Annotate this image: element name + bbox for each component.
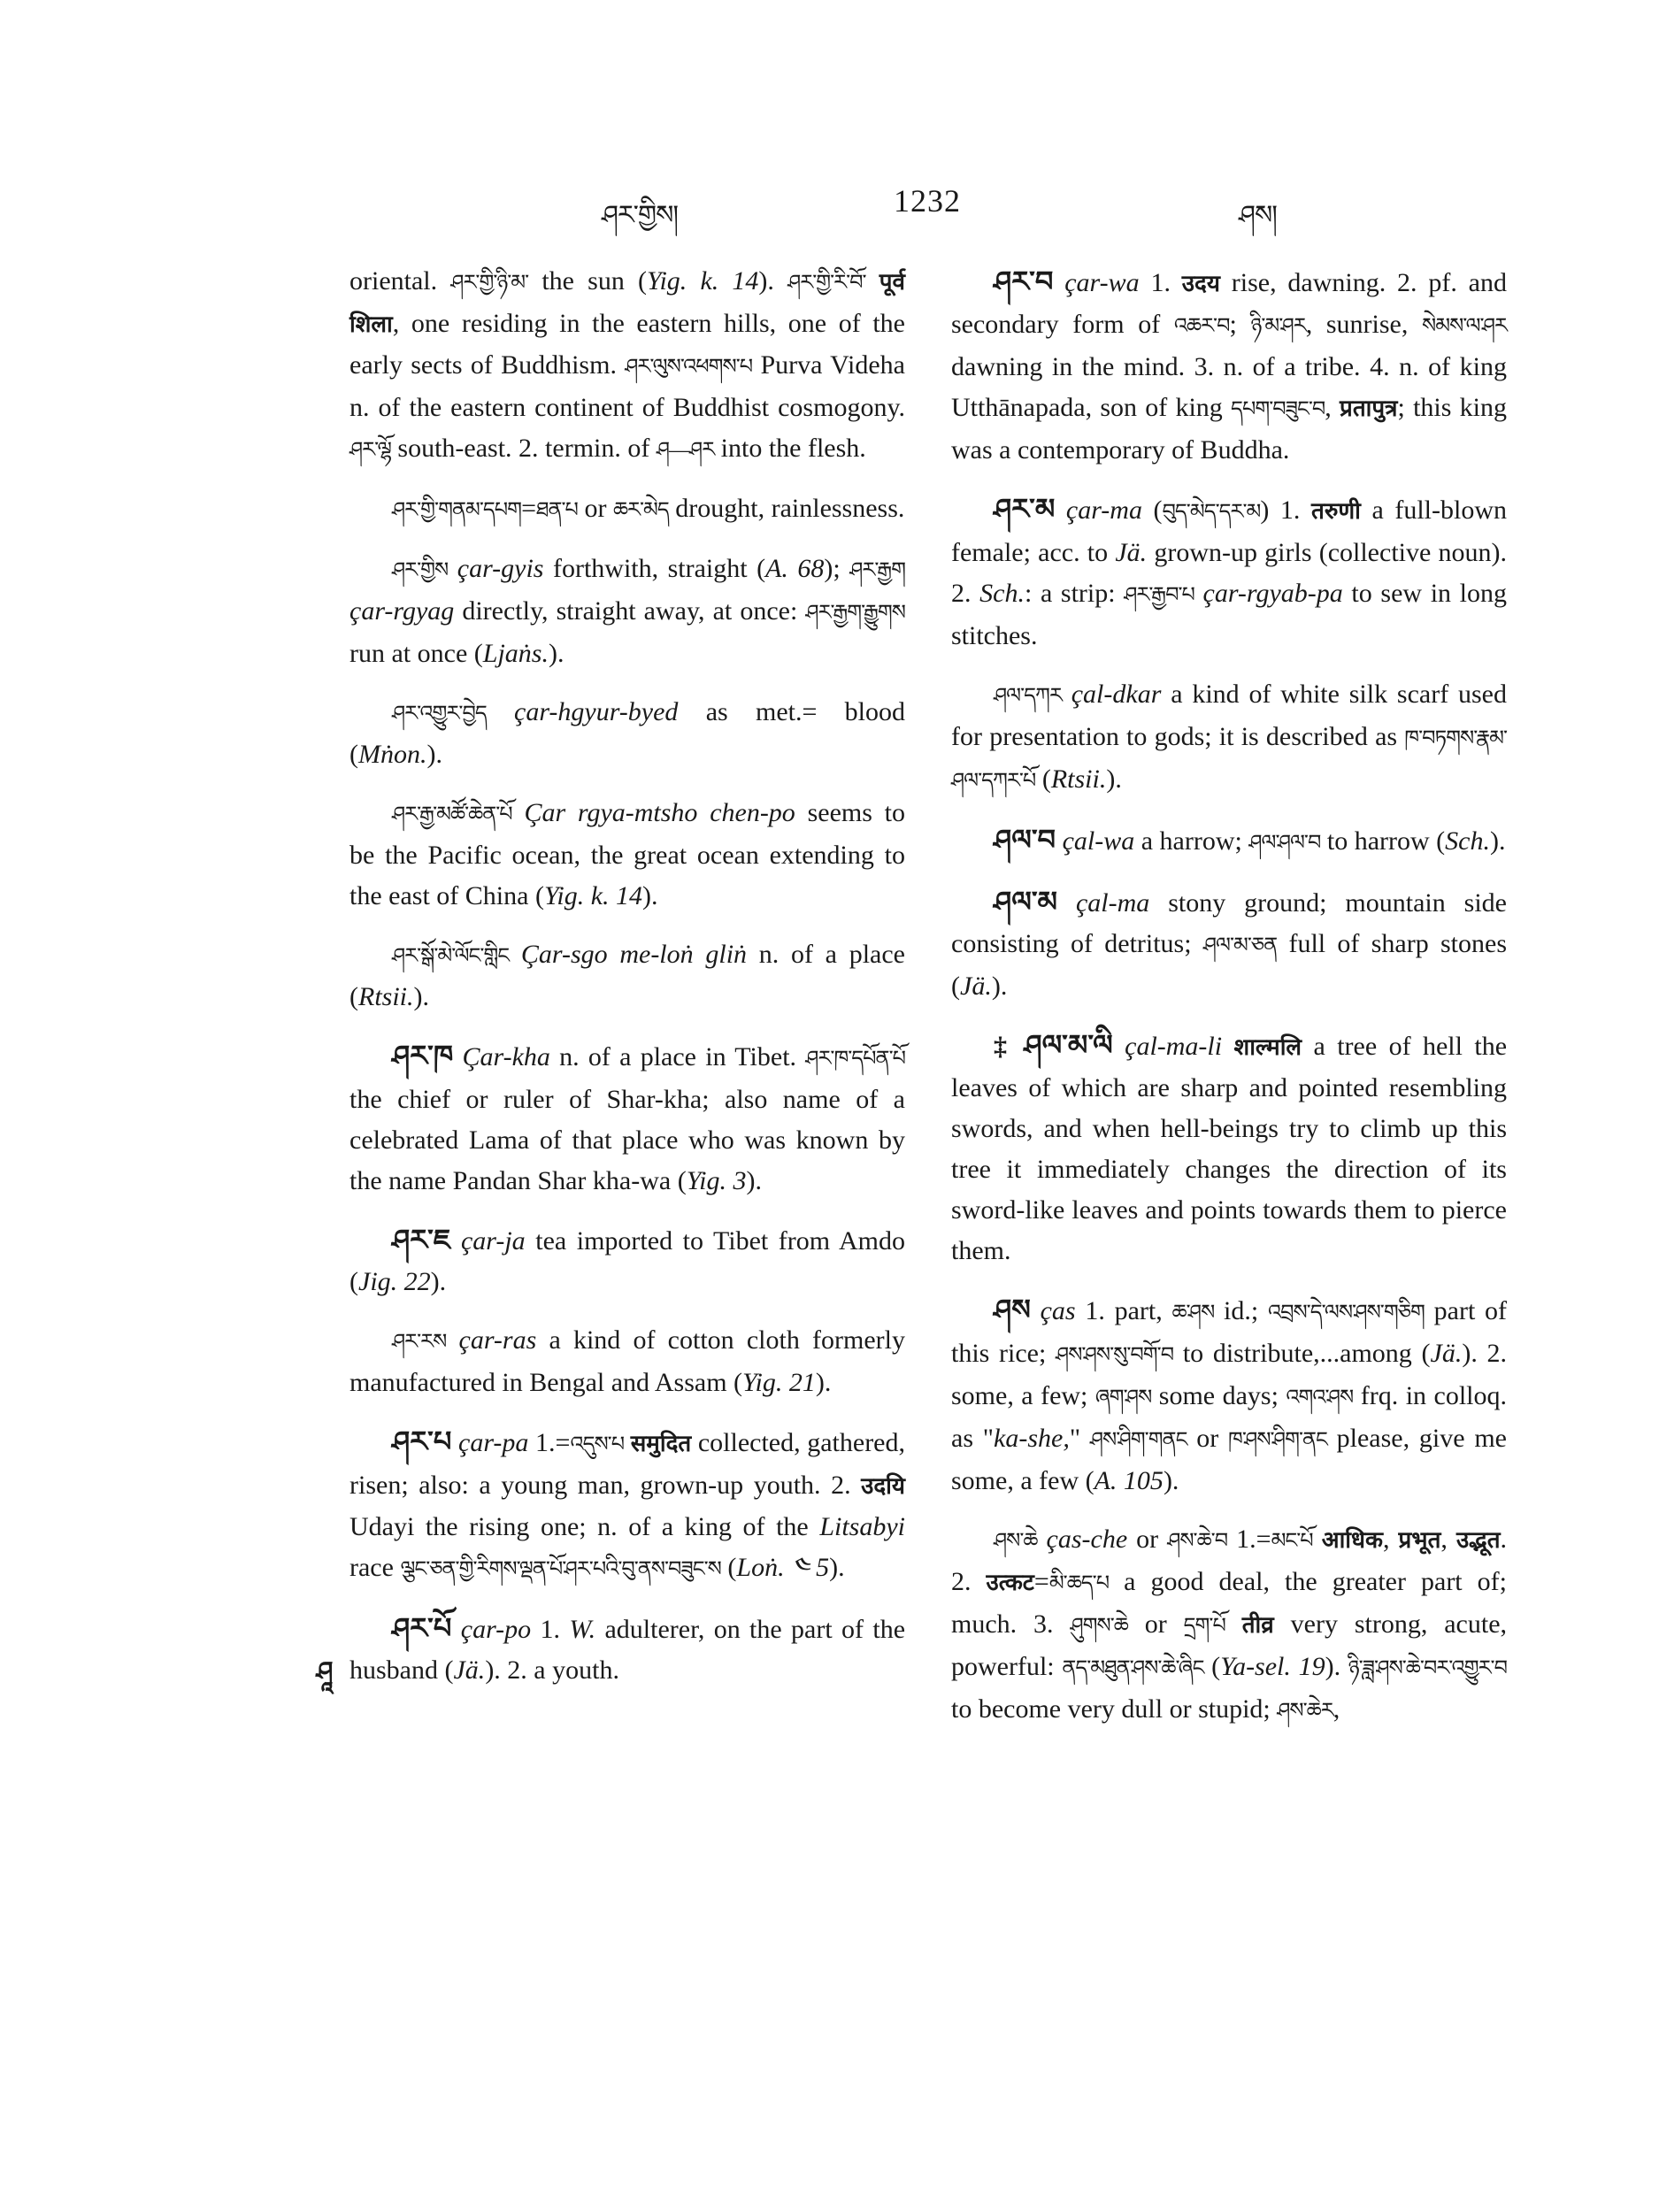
definition-text: to become very dull or stupid; (951, 1694, 1278, 1724)
italic-term: çar-wa (1064, 268, 1140, 297)
definition-text (487, 697, 514, 726)
italic-term: Rtsii. (358, 982, 414, 1011)
tibetan-term: ཤ—ཤར (656, 439, 715, 462)
sanskrit-term: प्रभूत (1398, 1527, 1441, 1553)
entry-text (349, 1608, 905, 1691)
definition-text (448, 554, 457, 583)
definition-text (1313, 1525, 1322, 1554)
definition-text: south-east. 2. termin. of (390, 434, 657, 463)
sanskrit-term: समुदित (630, 1431, 692, 1456)
definition-text: , (1325, 393, 1340, 422)
dictionary-entry (951, 1025, 1507, 1271)
italic-term: ka-she, (994, 1424, 1070, 1453)
tibetan-term: ཐན་པ (536, 499, 578, 522)
definition-text: ; (1229, 310, 1251, 339)
definition-text: 1.= (528, 1428, 571, 1457)
definition-text: race (349, 1553, 401, 1582)
definition-text: 1. part, (1075, 1296, 1172, 1325)
tibetan-term: ཉི་མ་ཤར (1250, 315, 1306, 338)
definition-text: or (1127, 1525, 1168, 1554)
definition-text: , (1440, 1525, 1456, 1554)
italic-term: Jä. (960, 972, 992, 1001)
dictionary-entry (349, 1421, 905, 1590)
definition-text: collected, gathered, risen; also: a young man, grown-up youth. 2. (349, 1428, 906, 1500)
definition-text: directly, straight away, at once: (454, 596, 806, 626)
sanskrit-term: उत्कट (986, 1570, 1034, 1595)
sanskrit-term: आधिक (1321, 1527, 1383, 1553)
tibetan-term: ཤར་རྒྱག་རྒྱུགས (805, 602, 905, 625)
definition-text: a harrow; (1134, 826, 1249, 856)
definition-text: ). (430, 1267, 447, 1296)
definition-text: or (577, 494, 613, 523)
italic-term: Litsabyi (819, 1512, 905, 1541)
definition-text (1194, 579, 1203, 608)
definition-text: a full-blown female; acc. to (951, 495, 1507, 567)
italic-term: Çar-kha (462, 1042, 550, 1071)
definition-text: to sew in long stitches. (951, 579, 1507, 650)
tibetan-term: ཆར་མེད (612, 499, 669, 522)
dictionary-entry (349, 692, 905, 775)
definition-text (451, 1428, 458, 1457)
italic-term: ças-che (1046, 1525, 1128, 1554)
entry-text (349, 1035, 905, 1202)
definition-text: Purva Videha n. of the eastern continent of Buddhist cosmogony. (349, 350, 906, 422)
definition-text (1012, 1032, 1024, 1061)
entry-text (951, 1025, 1507, 1271)
italic-term: A. 68 (765, 554, 825, 583)
italic-term: Ljaṅs. (482, 639, 549, 668)
tibetan-term: ཤར་རྒྱག (849, 559, 906, 582)
definition-text: Udayi the rising one; n. of a king of the (349, 1512, 820, 1541)
tibetan-term: འཆར་བ (1173, 315, 1230, 338)
italic-term: Jig. 22 (358, 1267, 431, 1296)
definition-text (1222, 1032, 1233, 1061)
tibetan-term: ནད་མཐུན་ཤས་ཆེ་ཞིང (1062, 1657, 1204, 1680)
tibetan-term: ཤས་ཤས་སུ་བགོ་བ (1056, 1344, 1174, 1367)
tibetan-term: འབྲས་དེ་ལས་ཤས་གཅིག (1267, 1302, 1425, 1325)
italic-term: ças (1040, 1296, 1076, 1325)
definition-text (1062, 680, 1071, 709)
definition-text: very strong, acute, powerful: (951, 1609, 1508, 1681)
header-right-headword: ཤས། (1239, 201, 1277, 230)
tibetan-term: ཤས (994, 1294, 1031, 1325)
entry-text (349, 1421, 905, 1590)
definition-text (866, 266, 879, 296)
page-header (336, 177, 1469, 230)
definition-text (1031, 1296, 1041, 1325)
dictionary-entry (951, 261, 1507, 471)
sanskrit-term: शाल्मलि (1233, 1034, 1302, 1060)
definition-text: , (1382, 1525, 1399, 1554)
definition-text: , one residing in the eastern hills, one of the early sects of Buddhism. (349, 309, 905, 380)
definition-text (512, 798, 525, 827)
italic-term: Yig. k. 14 (543, 881, 643, 910)
dictionary-entry (951, 1519, 1507, 1732)
definition-text: id.; (1214, 1296, 1268, 1325)
sanskrit-term: उदयि (861, 1473, 905, 1499)
italic-term: Sch. (1445, 826, 1490, 856)
definition-text (1056, 826, 1063, 856)
definition-text (453, 1042, 462, 1071)
definition-text: rise, dawning. 2. pf. and secondary form of (951, 268, 1507, 339)
definition-text: or (1127, 1609, 1184, 1639)
tibetan-term: ཤར་གྱི་གནམ་དཔག (392, 499, 522, 522)
definition-text: ). 2. a youth. (485, 1655, 619, 1685)
italic-term: çar-hgyur-byed (514, 697, 679, 726)
definition-text: ). (1325, 1652, 1348, 1681)
page-number: 1232 (894, 183, 961, 219)
left-column (349, 261, 905, 1709)
tibetan-term: དཔག་བཟུང་བ (1231, 398, 1325, 421)
entry-text (951, 674, 1507, 802)
italic-term: çar-rgyag (349, 596, 455, 626)
tibetan-term: ཤས་ཤིག་གནང (1089, 1429, 1187, 1452)
tibetan-term: ཤར་ལྷོ (349, 439, 391, 462)
tibetan-term: ཤར་གྱི་ཉི་མ་ (450, 272, 529, 295)
tibetan-term: ཤལ་བ (994, 824, 1056, 856)
definition-text: frq. in colloq. as " (951, 1381, 1507, 1453)
tibetan-term: ཤར་རས (392, 1331, 447, 1354)
definition-text (624, 1428, 631, 1457)
italic-term: Yig. 21 (742, 1368, 816, 1397)
tibetan-term: ཤལ་མ་ཅན (1202, 934, 1278, 957)
entry-text (349, 692, 905, 775)
dictionary-entry (951, 1289, 1507, 1502)
sanskrit-term: प्रतापुत्र (1340, 396, 1398, 421)
italic-term: Yig. k. 14 (646, 266, 759, 296)
dictionary-entry (951, 674, 1507, 802)
sanskrit-term: उद्भूत (1455, 1527, 1501, 1553)
definition-text: ). (1163, 1466, 1179, 1495)
entry-text (349, 549, 905, 674)
tibetan-term: སེམས་ལ་ཤར (1422, 315, 1508, 338)
italic-term: çal-ma (1075, 888, 1150, 918)
tibetan-term: ཤལ་ཤལ་བ (1248, 832, 1321, 855)
italic-term: Çar-sgo me-loṅ gliṅ (520, 940, 748, 969)
tibetan-term: ཤར་རྒྱ་མཚོ་ཆེན་པོ (392, 803, 512, 826)
entry-text (349, 934, 905, 1018)
sanskrit-term: तीव्र (1241, 1612, 1274, 1638)
definition-text: a kind of white silk scarf used for presentation to gods; it is described as (951, 680, 1508, 751)
definition-text: a kind of cotton cloth formerly manufactured in Bengal and Assam ( (349, 1325, 905, 1397)
italic-term: Ya-sel. 19 (1220, 1652, 1325, 1681)
definition-text: 1. (1139, 268, 1182, 297)
definition-text: ). (815, 1368, 832, 1397)
italic-term: çar-pa (458, 1428, 529, 1457)
italic-term: Jä. (1115, 538, 1148, 567)
definition-text: tea imported to Tibet from Amdo ( (349, 1226, 905, 1296)
tibetan-term: བུད་མེད་དར་མ (1162, 501, 1261, 524)
definition-text: ); (824, 554, 850, 583)
definition-text: grown-up girls (collective noun). 2. (951, 538, 1507, 608)
tibetan-term: ཁ་ཤས་ཤིག་ནང (1228, 1429, 1327, 1452)
definition-text: ). (1106, 764, 1122, 794)
tibetan-term: འགའ་ཤས (1286, 1386, 1354, 1409)
entry-text (951, 488, 1507, 657)
dictionary-entry (349, 1219, 905, 1302)
definition-text: ). (758, 266, 788, 296)
tibetan-term: ཤས་ཆེ་བ (1167, 1530, 1228, 1553)
italic-term: çar-gyis (457, 554, 544, 583)
definition-text: ( (720, 1553, 737, 1582)
definition-text: ). (426, 740, 442, 769)
dictionary-entry (349, 549, 905, 674)
definition-text: = (1033, 1567, 1049, 1596)
definition-text: a tree of hell the leaves of which are sharp and pointed resembling swords, and when hell-beings try to climb up this tree it immediately changes the direction of its sword-like leaves and points towards them to pierce them. (951, 1032, 1508, 1265)
definition-text (1038, 1525, 1047, 1554)
entry-text (349, 488, 905, 531)
definition-text: ). (548, 639, 565, 668)
definition-text: ; this king was a contemporary of Buddha. (951, 393, 1508, 465)
dictionary-entry (349, 934, 905, 1018)
tibetan-term: ཤར་ལུས་འཕགས་པ (625, 356, 753, 379)
tibetan-term: ཤར་གྱིས (392, 559, 449, 582)
italic-term: Mṅon. (358, 740, 427, 769)
italic-term: çal-ma-li (1125, 1032, 1223, 1061)
italic-term: Çar rgya-mtsho chen-po (524, 798, 795, 827)
definition-text: ). (991, 972, 1008, 1001)
dictionary-entry (349, 793, 905, 917)
definition-text: ). (746, 1166, 762, 1195)
margin-symbol: ཤཱ (316, 1657, 334, 1686)
definition-text: some days; (1151, 1381, 1286, 1410)
sanskrit-term: तरुणी (1311, 498, 1361, 524)
definition-text: the sun ( (528, 266, 647, 296)
tibetan-term: ཤལ་མ་ལི (1024, 1029, 1113, 1061)
definition-text: 1.= (1227, 1525, 1271, 1554)
italic-term: çar-ras (458, 1325, 537, 1355)
tibetan-term: དྲག་པོ (1183, 1615, 1225, 1638)
dictionary-entry (951, 881, 1507, 1007)
definition-text: ). 2. some, a few; (951, 1339, 1508, 1410)
definition-text: as met.= blood ( (349, 697, 906, 769)
entry-text (349, 793, 905, 917)
definition-text: = (521, 494, 536, 523)
definition-text: full of sharp stones ( (951, 929, 1507, 1001)
tibetan-term: ཤར་རྒྱབ་པ (1124, 584, 1194, 607)
definition-text: ) 1. (1260, 495, 1311, 525)
dictionary-entry (951, 488, 1507, 657)
entry-text (951, 1289, 1507, 1502)
italic-term: çal-wa (1062, 826, 1135, 856)
definition-text: n. of a place ( (349, 940, 905, 1011)
definition-text: the chief or ruler of Shar-kha; also name of a celebrated Lama of that place who was known by the name Pandan Shar kha-wa ( (349, 1085, 905, 1195)
tibetan-term: ཤར་ཁ (392, 1040, 454, 1071)
definition-text: ( (1141, 495, 1163, 525)
italic-term: Jä. (453, 1655, 486, 1685)
sanskrit-term: पूर्व शिला (349, 269, 905, 337)
dagger-mark: ‡ (994, 1032, 1012, 1061)
definition-text: forthwith, straight ( (543, 554, 766, 583)
definition-text: run at once ( (349, 639, 483, 668)
definition-text: , (1333, 1694, 1340, 1724)
italic-term: çar-ma (1065, 495, 1142, 525)
italic-term: Sch. (979, 579, 1025, 608)
definition-text: : a strip: (1024, 579, 1125, 608)
definition-text (1057, 888, 1076, 918)
definition-text: , sunrise, (1305, 310, 1423, 339)
definition-text: ). (642, 881, 658, 910)
definition-text: stony ground; mountain side consisting of detritus; (951, 888, 1507, 958)
entry-text (951, 819, 1507, 864)
tibetan-term: ཤལ་དཀར (994, 685, 1062, 708)
definition-text: or (1187, 1424, 1229, 1453)
entry-text (951, 1519, 1507, 1732)
dictionary-entry (349, 1035, 905, 1202)
header-left-headword: ཤར་གྱིས། (602, 201, 678, 230)
tibetan-term: ཤར་བ (994, 265, 1054, 297)
definition-text: to distribute,...among ( (1173, 1339, 1431, 1368)
tibetan-term: ཤལ་མ (994, 886, 1058, 918)
tibetan-term: ཆ་ཤས (1171, 1302, 1215, 1325)
definition-text: ). (1489, 826, 1506, 856)
italic-term: Yig. 3 (686, 1166, 747, 1195)
definition-text: ). (829, 1553, 845, 1582)
definition-text: part of this rice; (951, 1296, 1508, 1368)
italic-term: çal-dkar (1071, 680, 1162, 709)
entry-text (349, 1219, 905, 1302)
definition-text: please, give me some, a few ( (951, 1424, 1507, 1495)
definition-text: seems to be the Pacific ocean, the great ocean extending to the east of China ( (349, 798, 905, 910)
tibetan-term: ཤར་པ (392, 1425, 452, 1457)
tibetan-term: འདུས་པ (570, 1433, 625, 1456)
definition-text: " (1069, 1424, 1090, 1453)
tibetan-term: མང་པོ (1271, 1530, 1313, 1553)
definition-text: adulterer, on the part of the husband ( (349, 1615, 906, 1685)
definition-text: ( (1035, 764, 1051, 794)
sanskrit-term: उदय (1181, 271, 1220, 296)
italic-term: çar-po (460, 1615, 532, 1644)
definition-text: ). (413, 982, 430, 1011)
tibetan-term: ལྕང་ཅན་གྱི་རིགས་ལྡན་པོ་ཤར་པའི་བུ་ནས་བཟུང་ས (400, 1558, 721, 1581)
definition-text (1225, 1609, 1242, 1639)
italic-term: Jä. (1430, 1339, 1463, 1368)
tibetan-term: ཤར་པོ (392, 1612, 452, 1644)
italic-term: Loṅ. ༤ 5 (736, 1553, 830, 1582)
definition-text: . 2. (951, 1525, 1508, 1596)
tibetan-term: ཤར་འགྱུར་བྱེད (392, 703, 487, 726)
tibetan-term: ཤས་ཆེར (1277, 1700, 1333, 1723)
entry-text (349, 1320, 905, 1403)
definition-text: into the flesh. (714, 434, 866, 463)
tibetan-term: ཞག་ཤས (1094, 1386, 1152, 1409)
italic-term: çar-rgyab-pa (1202, 579, 1343, 608)
definition-text (446, 1325, 458, 1355)
tibetan-term: ཤར་མ (994, 493, 1056, 525)
tibetan-term: ཤར་ཁ་དཔོན་པོ (805, 1048, 905, 1071)
tibetan-term: ཉི་ཟླ་ཤས་ཆེ་བར་འགྱུར་བ (1348, 1657, 1507, 1680)
definition-text: n. of a place in Tibet. (549, 1042, 806, 1071)
definition-text (1113, 1032, 1125, 1061)
definition-text: 1. (531, 1615, 570, 1644)
definition-text: dawning in the mind. 3. n. of a tribe. 4. n. of king Utthānapada, son of king (951, 352, 1507, 422)
definition-text: to harrow ( (1320, 826, 1446, 856)
definition-text: drought, rainlessness. (668, 494, 905, 523)
italic-term: W. (569, 1615, 596, 1644)
definition-text: ( (1203, 1652, 1221, 1681)
tibetan-term: མི་ཆད་པ (1048, 1572, 1110, 1595)
dictionary-entry (349, 488, 905, 531)
tibetan-term: ཁ་བཏགས་རྣམ་ཤལ་དཀར་པོ (951, 727, 1507, 793)
tibetan-term: ཤས་ཆེ (994, 1530, 1038, 1553)
entry-text (951, 881, 1507, 1007)
tibetan-term: ཤུགས་ཆེ (1070, 1615, 1128, 1638)
italic-term: A. 105 (1094, 1466, 1164, 1495)
definition-text (451, 1615, 460, 1644)
definition-text (1053, 268, 1064, 297)
right-column (951, 261, 1507, 1749)
italic-term: Rtsii. (1050, 764, 1107, 794)
entry-text (349, 261, 905, 471)
definition-text: a good deal, the greater part of; much. 3. (951, 1567, 1508, 1639)
tibetan-term: ཤར་སྒོ་མེ་ལོང་གླིང (392, 945, 510, 968)
definition-text (1055, 495, 1066, 525)
entry-text (951, 261, 1507, 471)
dictionary-entry (349, 1320, 905, 1403)
definition-text (450, 1226, 461, 1256)
italic-term: çar-ja (460, 1226, 526, 1256)
definition-text (509, 940, 521, 969)
definition-text: oriental. (349, 266, 451, 296)
dictionary-entry (349, 261, 905, 471)
dictionary-entry (951, 819, 1507, 864)
tibetan-term: ཤར་ཇ (392, 1224, 451, 1256)
tibetan-term: ཤར་གྱི་རི་བོ་ (787, 272, 866, 295)
dictionary-entry (349, 1608, 905, 1691)
